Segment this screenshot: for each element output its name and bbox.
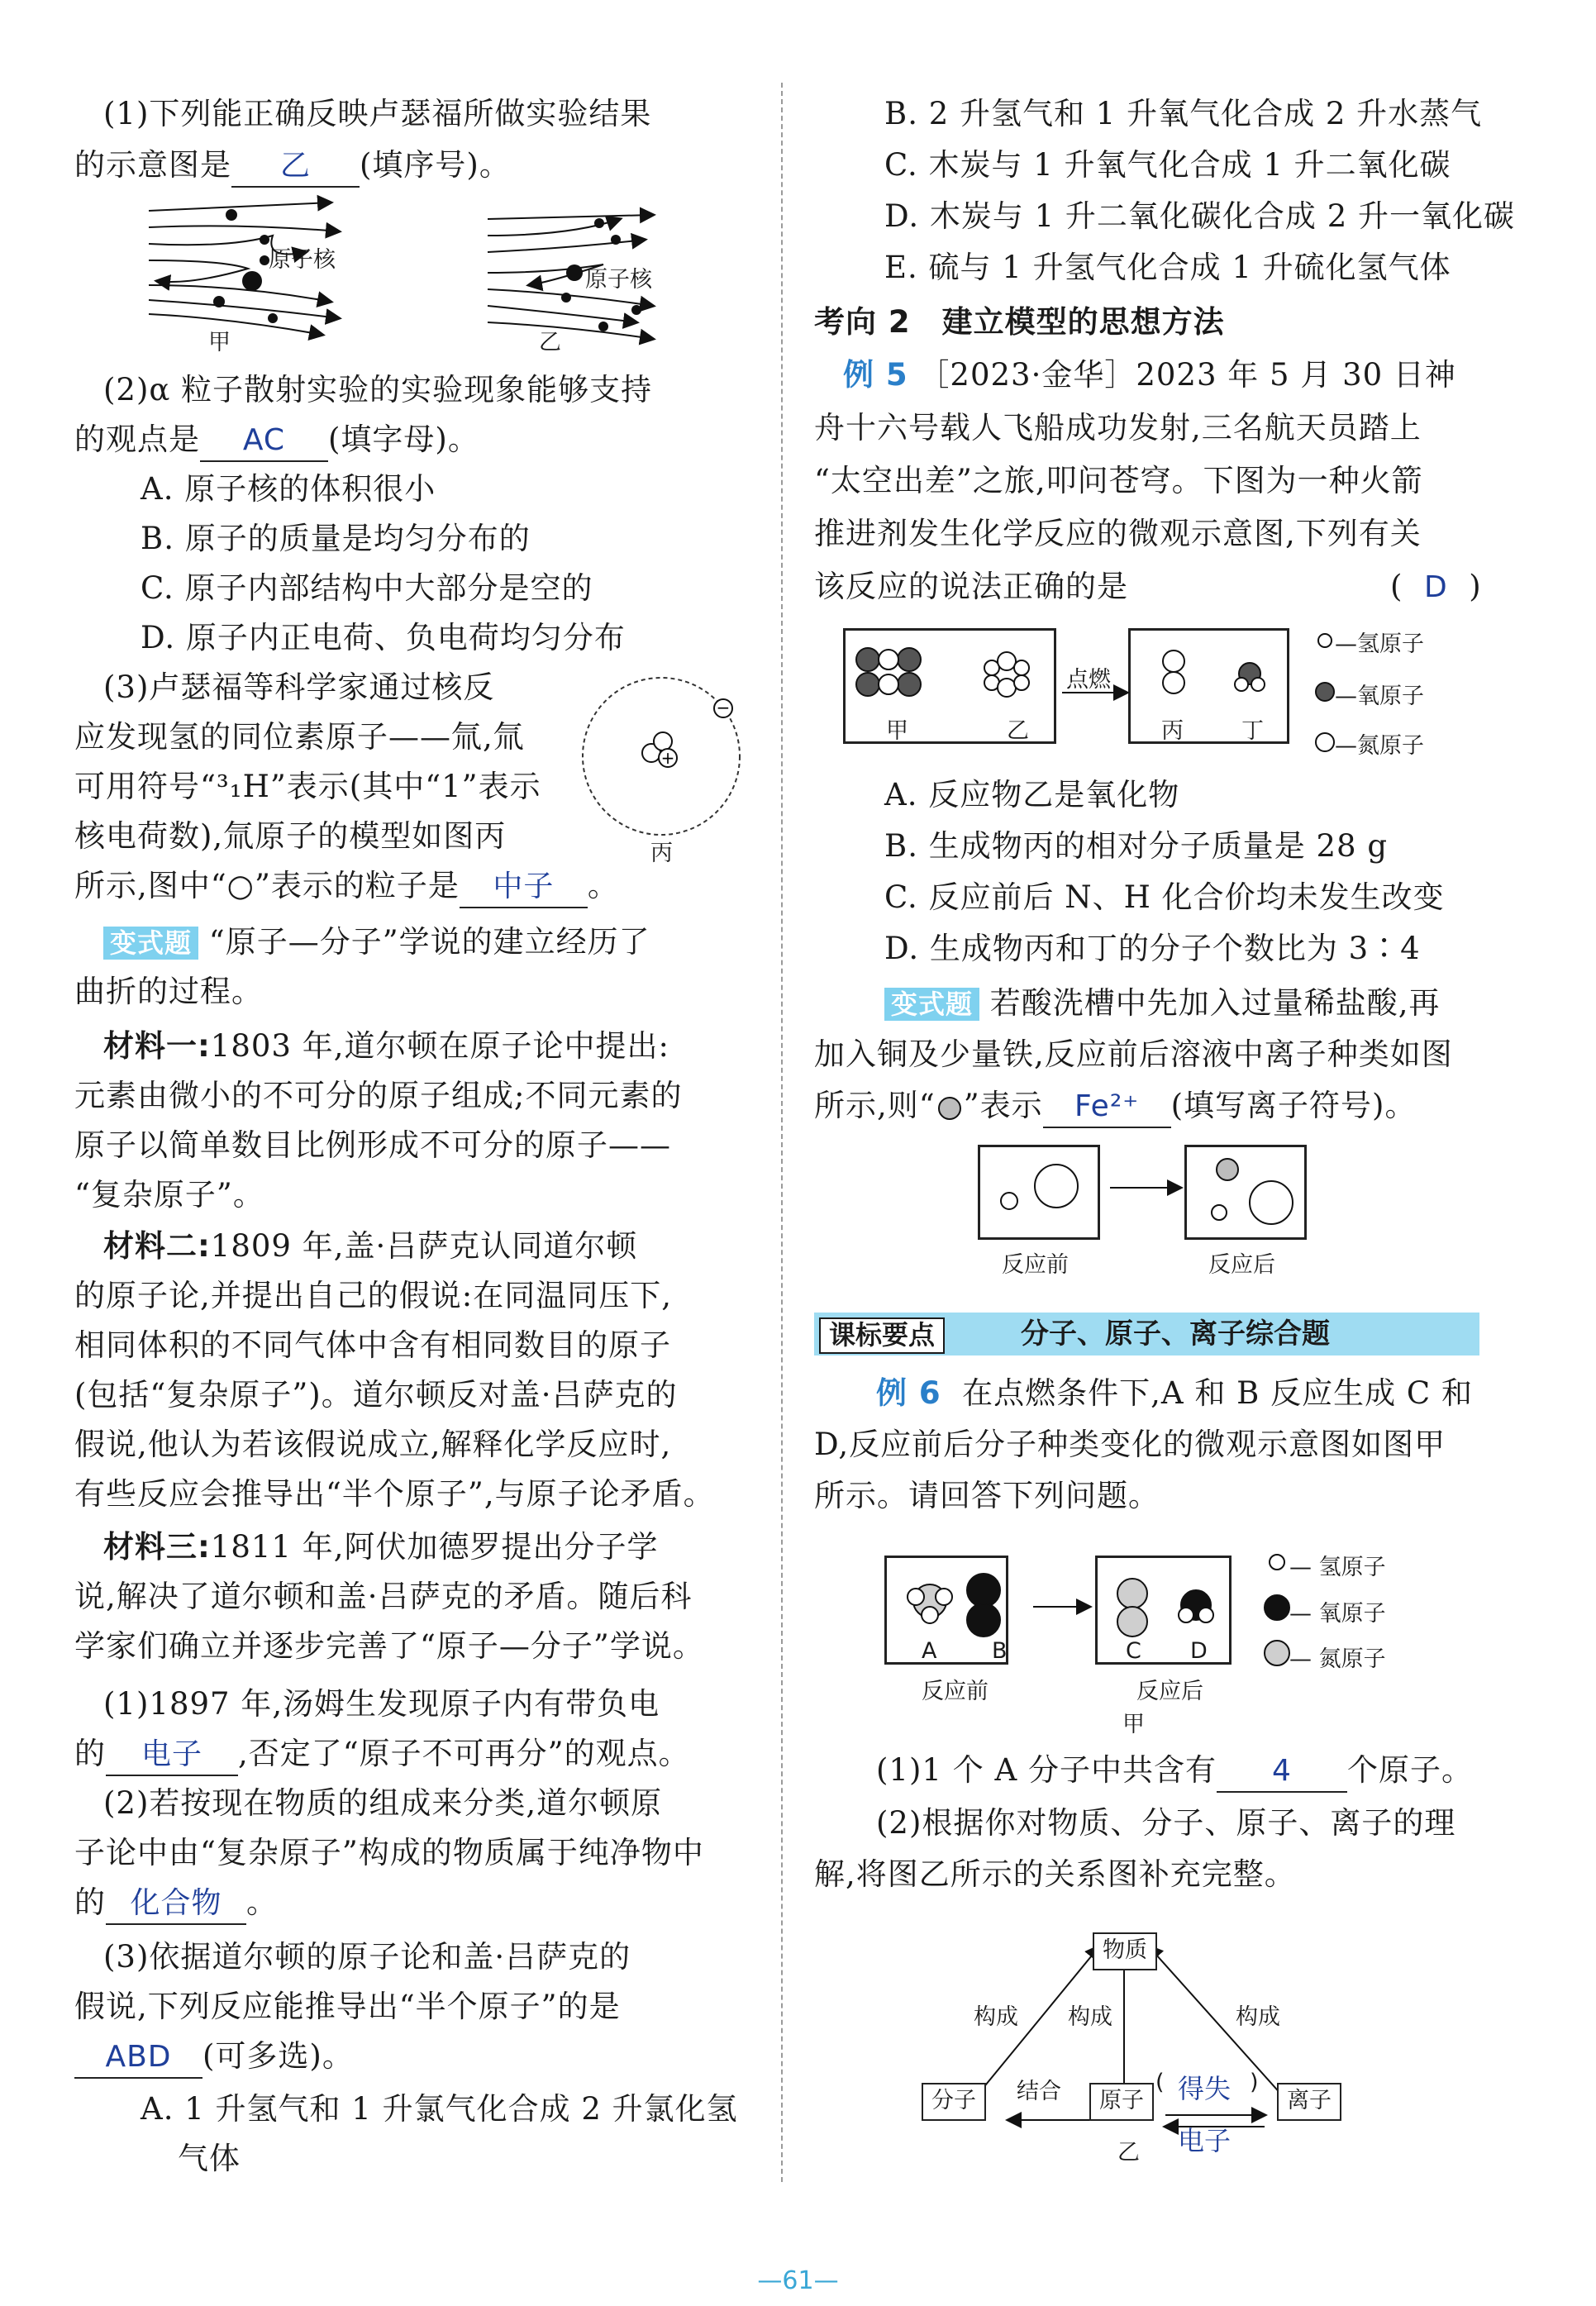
ions-after-label: 反应后 (1208, 1252, 1275, 1278)
fig-label-bing: 丙 (650, 841, 673, 866)
ex6-q1 (876, 1746, 1473, 1795)
ex6-label: 例 6 (876, 1375, 941, 1411)
v2-suffix: 。 (246, 1884, 278, 1920)
variant-intro-line1 (103, 917, 650, 967)
material-1-line4: “复杂原子”。 (74, 1177, 264, 1213)
q2-option-a: A. 原子核的体积很小 (141, 471, 436, 507)
combine-label: 结合 (1017, 2079, 1061, 2104)
v1-answer-blank[interactable] (106, 1737, 238, 1776)
material-3-line2: 说,解决了道尔顿和盖·吕萨克的矛盾。随后科 (74, 1579, 693, 1614)
ex6-legend-nitrogen: — 氮原子 (1289, 1646, 1386, 1672)
variant2-mid: ”表示 (963, 1088, 1043, 1123)
compose-label-3: 构成 (1236, 2004, 1280, 2030)
q2-answer-blank[interactable] (200, 422, 328, 462)
v2-line3 (74, 1878, 278, 1927)
material-3-text: 1811 年,阿伏加德罗提出分子学 (210, 1529, 659, 1565)
banner-title: 分子、原子、离子综合题 (1021, 1317, 1330, 1351)
ex6-before-label: 反应前 (922, 1679, 989, 1704)
q1-answer-blank[interactable] (231, 148, 360, 188)
compose-label-1: 构成 (974, 2004, 1018, 2030)
ex6-label-d: D (1190, 1638, 1208, 1664)
material-2-line1 (103, 1222, 637, 1271)
v1-line2 (74, 1729, 690, 1779)
banner-key: 课标要点 (819, 1317, 945, 1354)
q2-answer: AC (242, 423, 286, 457)
q3-line4: 核电荷数),氚原子的模型如图丙 (74, 818, 507, 854)
section-2-title: 考向 2 建立模型的思想方法 (814, 304, 1225, 340)
ex6-line3: 所示。请回答下列问题。 (814, 1478, 1160, 1513)
v1-line1: (1)1897 年,汤姆生发现原子内有带负电 (103, 1686, 660, 1722)
ex5-legend-oxygen: —氧原子 (1335, 684, 1424, 709)
ex6-q1-prompt: (1)1 个 A 分子中共含有 (876, 1752, 1217, 1788)
ex5-answer: D (1423, 570, 1448, 604)
nucleus-label-jia: 原子核 (269, 247, 336, 273)
variant2-line2: 加入铜及少量铁,反应前后溶液中离子种类如图 (814, 1036, 1453, 1072)
ex5-option-c: C. 反应前后 N、H 化合价均未发生改变 (884, 879, 1445, 915)
svg-text:−: − (716, 698, 731, 717)
q1-line2 (74, 141, 511, 190)
ex5-label: 例 5 (843, 357, 908, 393)
ex6-legend-hydrogen: — 氢原子 (1289, 1555, 1386, 1580)
material-3-line3: 学家们确立并逐步完善了“原子—分子”学说。 (74, 1628, 704, 1664)
ex6-q1-answer-blank[interactable] (1217, 1753, 1347, 1793)
ex5-line3: “太空出差”之旅,叩问苍穹。下图为一种火箭 (814, 463, 1423, 498)
ex6-line2: D,反应前后分子种类变化的微观示意图如图甲 (814, 1427, 1446, 1462)
ex5-label-jia: 甲 (886, 718, 908, 744)
v1-answer: 电子 (141, 1737, 202, 1771)
ex6-caption-jia: 甲 (1122, 1712, 1145, 1737)
v3-option-b: B. 2 升氢气和 1 升氧气化合成 2 升水蒸气 (884, 96, 1483, 131)
ex5-arrow-label: 点燃 (1066, 667, 1111, 693)
variant2-line1 (884, 979, 1441, 1028)
q2-line1: (2)α 粒子散射实验的实验现象能够支持 (103, 372, 653, 407)
material-1-text: 1803 年,道尔顿在原子论中提出: (210, 1028, 669, 1064)
q3-line5 (74, 861, 619, 911)
material-1-line3: 原子以简单数目比例形成不可分的原子—— (74, 1127, 671, 1163)
ex5-line2: 舟十六号载人飞船成功发射,三名航天员踏上 (814, 410, 1422, 445)
diagram-caption: 乙 (1117, 2140, 1140, 2165)
q3-line1: (3)卢瑟福等科学家通过核反 (103, 669, 495, 705)
v3-option-c: C. 木炭与 1 升氧气化合成 1 升二氧化碳 (884, 147, 1451, 183)
diagram-paren-close: ) (1250, 2070, 1259, 2095)
variant2-answer: Fe²⁺ (1074, 1089, 1140, 1123)
v3-suffix: (可多选)。 (202, 2038, 354, 2074)
v2-line2: 子论中由“复杂原子”构成的物质属于纯净物中 (74, 1835, 704, 1870)
ex6-line1 (876, 1369, 1473, 1418)
section-banner (814, 1313, 1479, 1355)
compose-label-2: 构成 (1068, 2004, 1112, 2030)
material-2-line5: 假说,他认为若该假说成立,解释化学反应时, (74, 1427, 672, 1462)
ex5-answer-bracket[interactable]: ( D ) (1390, 569, 1482, 604)
material-1-line1 (103, 1022, 669, 1071)
ex5-legend-nitrogen: —氮原子 (1335, 733, 1424, 759)
q1-line1: (1)下列能正确反映卢瑟福所做实验结果 (103, 96, 652, 131)
ions-figure (978, 1145, 1325, 1244)
molecule-box: 分子 (922, 2083, 986, 2121)
tritium-atom-figure (579, 674, 744, 839)
ex6-after-label: 反应后 (1136, 1679, 1203, 1704)
material-3-line1 (103, 1522, 658, 1572)
ex5-line5: 该反应的说法正确的是 (814, 569, 1128, 604)
v3-answer: ABD (105, 2040, 172, 2074)
variant-intro-line2: 曲折的过程。 (74, 974, 263, 1009)
v1-prompt: 的 (74, 1736, 106, 1771)
diagram-answer-bottom[interactable]: 电子 (1178, 2125, 1232, 2156)
svg-text:+: + (660, 748, 675, 768)
ex5-label-ding: 丁 (1241, 718, 1264, 744)
q2-suffix: (填字母)。 (328, 422, 479, 457)
q3-line3: 可用符号“³₁H”表示(其中“1”表示 (74, 769, 541, 804)
ex6-q2-line1: (2)根据你对物质、分子、原子、离子的理 (876, 1805, 1456, 1841)
variant2-prompt: 所示,则“ (814, 1088, 936, 1123)
v3-option-a-line1: A. 1 升氢气和 1 升氯气化合成 2 升氯化氢 (141, 2091, 738, 2127)
material-2-line4: (包括“复杂原子”)。道尔顿反对盖·吕萨克的 (74, 1377, 678, 1413)
ex5-option-d: D. 生成物丙和丁的分子个数比为 3∶4 (884, 931, 1421, 966)
material-2-text: 1809 年,盖·吕萨克认同道尔顿 (210, 1228, 638, 1264)
ex6-q2-line2: 解,将图乙所示的关系图补充完整。 (814, 1856, 1296, 1892)
ex6-text: 在点燃条件下,A 和 B 反应生成 C 和 (962, 1375, 1473, 1411)
v3-answer-blank[interactable] (74, 2039, 202, 2079)
material-1-line2: 元素由微小的不可分的原子组成;不同元素的 (74, 1078, 683, 1113)
v2-answer: 化合物 (130, 1886, 222, 1920)
ex6-label-a: A (922, 1638, 937, 1664)
diagram-answer-top[interactable]: 得失 (1178, 2073, 1232, 2104)
v3-line1: (3)依据道尔顿的原子论和盖·吕萨克的 (103, 1939, 631, 1975)
material-3-label: 材料三: (103, 1529, 211, 1565)
q2-option-c: C. 原子内部结构中大部分是空的 (141, 570, 593, 606)
v3-option-a-line2: 气体 (178, 2141, 241, 2176)
variant2-suffix: (填写离子符号)。 (1170, 1088, 1417, 1123)
material-2-line2: 的原子论,并提出自己的假说:在同温同压下, (74, 1278, 672, 1313)
variant-tag: 变式题 (103, 927, 198, 960)
ex5-source: ［2023·金华］2023 年 5 月 30 日神 (918, 357, 1456, 393)
v3-line3 (74, 2032, 354, 2081)
ex6-q1-answer: 4 (1272, 1754, 1292, 1788)
q2-line2 (74, 415, 479, 465)
q2-option-b: B. 原子的质量是均匀分布的 (141, 521, 531, 556)
v3-line2: 假说,下列反应能推导出“半个原子”的是 (74, 1989, 621, 2024)
ion-box: 离子 (1277, 2083, 1341, 2121)
ex6-label-b: B (992, 1638, 1008, 1664)
variant-text: “原子—分子”学说的建立经历了 (208, 924, 650, 960)
q2-prompt: 的观点是 (74, 422, 200, 457)
substance-box: 物质 (1093, 1932, 1157, 1970)
q1-prompt: 的示意图是 (74, 147, 231, 183)
ex5-legend-hydrogen: —氢原子 (1335, 631, 1424, 657)
ex5-label-bing: 丙 (1161, 718, 1184, 744)
relationship-diagram (917, 1922, 1430, 2153)
material-2-line3: 相同体积的不同气体中含有相同数目的原子 (74, 1327, 671, 1363)
q3-answer-blank[interactable] (460, 869, 588, 908)
v2-answer-blank[interactable] (106, 1885, 246, 1925)
ex5-option-b: B. 生成物丙的相对分子质量是 28 g (884, 828, 1389, 864)
variant2-line3 (814, 1081, 1416, 1131)
column-divider (781, 83, 783, 2182)
v3-option-e: E. 硫与 1 升氢气化合成 1 升硫化氢气体 (884, 250, 1451, 285)
material-2-label: 材料二: (103, 1228, 211, 1264)
atom-box: 原子 (1089, 2083, 1154, 2121)
ex5-line4: 推进剂发生化学反应的微观示意图,下列有关 (814, 516, 1422, 551)
nucleus-label-yi: 原子核 (585, 267, 652, 293)
scattering-figure (141, 202, 818, 351)
ex6-q1-suffix: 个原子。 (1346, 1752, 1473, 1788)
q3-suffix: 。 (587, 868, 619, 903)
q3-answer: 中子 (493, 870, 555, 903)
fig-label-yi: 乙 (539, 330, 561, 355)
q3-line2: 应发现氢的同位素原子——氚,氚 (74, 719, 525, 755)
variant2-tag: 变式题 (884, 988, 979, 1021)
fig-label-jia: 甲 (208, 330, 231, 355)
material-1-label: 材料一: (103, 1028, 211, 1064)
v2-prompt: 的 (74, 1884, 106, 1920)
ex6-label-c: C (1126, 1638, 1141, 1664)
ex5-line1 (843, 350, 1456, 400)
ex6-molecules (884, 1556, 1265, 1671)
q3-prompt: 所示,图中“○”表示的粒子是 (74, 868, 460, 903)
v3-option-d: D. 木炭与 1 升二氧化碳化合成 2 升一氧化碳 (884, 198, 1515, 234)
v1-suffix: ,否定了“原子不可再分”的观点。 (238, 1736, 690, 1771)
page-number: —61— (757, 2266, 839, 2295)
material-2-line6: 有些反应会推导出“半个原子”,与原子论矛盾。 (74, 1476, 715, 1512)
ex6-legend-oxygen: — 氧原子 (1289, 1601, 1386, 1627)
q1-suffix: (填序号)。 (360, 147, 511, 183)
v2-line1: (2)若按现在物质的组成来分类,道尔顿原 (103, 1785, 663, 1821)
diagram-paren-open: ( (1155, 2070, 1165, 2095)
variant2-text: 若酸洗槽中先加入过量稀盐酸,再 (989, 985, 1441, 1021)
variant2-answer-blank[interactable] (1043, 1089, 1171, 1128)
gray-circle-icon (936, 1094, 964, 1122)
ex5-label-yi: 乙 (1007, 718, 1029, 744)
ex5-option-a: A. 反应物乙是氧化物 (884, 777, 1180, 812)
ions-before-label: 反应前 (1002, 1252, 1069, 1278)
q2-option-d: D. 原子内正电荷、负电荷均匀分布 (141, 620, 626, 655)
q1-answer: 乙 (279, 149, 311, 183)
